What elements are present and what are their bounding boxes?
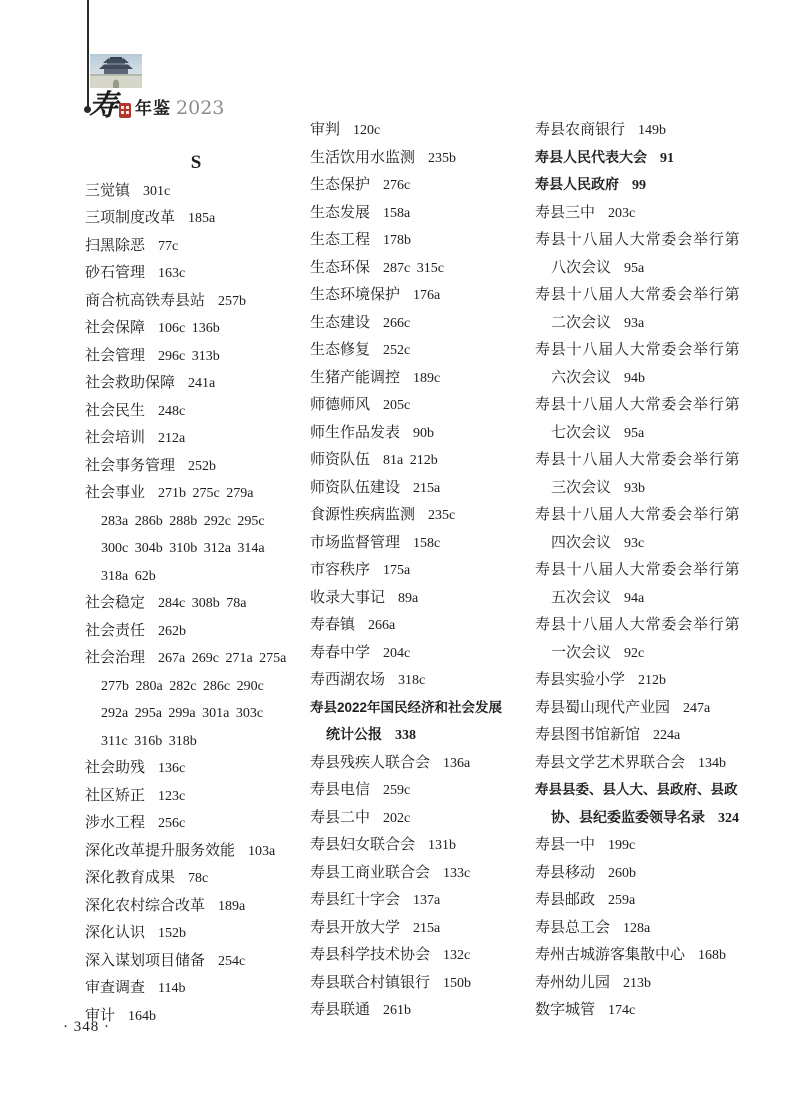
index-entry [310, 804, 532, 832]
entry-term: 三项制度改革 [85, 210, 176, 226]
entry-page-refs: 296c 313b [158, 348, 220, 364]
index-entry [85, 369, 307, 397]
entry-term: 社会救助保障 [85, 375, 176, 391]
index-entry [310, 199, 532, 227]
entry-page-refs: 133c [443, 865, 471, 881]
entry-term: 协、县纪委监委领导名录 [551, 808, 705, 825]
entry-term: 生态环保 [310, 259, 371, 276]
entry-page-refs: 287c 315c [383, 260, 444, 276]
entry-term: 生活饮用水监测 [310, 149, 416, 166]
index-column-2 [310, 116, 532, 1024]
entry-page-refs: 94b [624, 370, 646, 386]
entry-term: 寿县图书馆新馆 [535, 727, 641, 743]
entry-term: 社会责任 [85, 622, 146, 639]
entry-page-refs: 137a [413, 893, 441, 908]
index-entry [85, 204, 307, 232]
index-entry [85, 919, 307, 947]
entry-page-refs: 254c [218, 953, 246, 969]
index-entry [535, 529, 763, 557]
index-entry [85, 892, 307, 920]
entry-page-refs: 89a [398, 590, 419, 606]
entry-page-refs: 300c 304b 310b 312a 314a [101, 541, 265, 556]
index-entry [535, 776, 763, 804]
entry-term: 师生作品发表 [310, 424, 401, 441]
red-seal-icon [119, 103, 131, 118]
entry-term: 深化农村综合改革 [85, 897, 206, 914]
entry-term: 寿县妇女联合会 [310, 837, 416, 853]
entry-term: 社区矫正 [85, 787, 146, 804]
entry-term: 寿县蜀山现代产业园 [535, 699, 671, 716]
entry-page-refs: 311c 316b 318b [101, 733, 197, 749]
index-entry [310, 914, 532, 942]
entry-term: 寿县移动 [535, 864, 596, 881]
entry-page-refs: 241a [188, 376, 216, 391]
entry-term: 砂石管理 [85, 265, 146, 281]
entry-term: 寿县联合村镇银行 [310, 974, 431, 991]
index-column-3 [535, 116, 763, 1024]
entry-term: 寿县二中 [310, 809, 371, 826]
entry-page-refs: 91 [660, 150, 674, 166]
entry-page-refs: 213b [623, 975, 652, 991]
entry-term: 社会事务管理 [85, 457, 176, 474]
entry-page-refs: 247a [683, 700, 711, 716]
index-entry [310, 584, 532, 612]
entry-term: 生猪产能调控 [310, 369, 401, 386]
index-entry [535, 171, 763, 199]
entry-term: 社会事业 [85, 485, 146, 501]
index-entry [85, 974, 307, 1002]
index-entry [310, 639, 532, 667]
index-entry [85, 864, 307, 892]
index-entry [535, 584, 763, 612]
entry-page-refs: 77c [158, 238, 179, 254]
index-entry [85, 947, 307, 975]
entry-term: 寿县十八届人大常委会举行第 [535, 397, 741, 413]
entry-page-refs: 189a [218, 898, 246, 914]
entry-term: 寿县红十字会 [310, 892, 401, 908]
index-entry [310, 446, 532, 474]
index-entry [310, 171, 532, 199]
index-entry [85, 177, 307, 205]
city-gate-image [90, 54, 142, 88]
entry-term: 社会治理 [85, 650, 146, 666]
entry-term: 寿州幼儿园 [535, 974, 611, 991]
entry-term: 寿县十八届人大常委会举行第 [535, 232, 741, 248]
entry-term: 商合杭高铁寿县站 [85, 292, 206, 309]
entry-page-refs: 114b [158, 981, 186, 996]
entry-page-refs: 158a [383, 205, 411, 221]
index-entry [310, 254, 532, 282]
entry-term: 四次会议 [551, 534, 612, 551]
entry-page-refs: 224a [653, 728, 681, 743]
index-entry [85, 259, 307, 287]
entry-term: 八次会议 [551, 259, 612, 276]
index-entry [310, 721, 532, 749]
index-entry [310, 144, 532, 172]
entry-page-refs: 271b 275c 279a [158, 486, 254, 501]
entry-term: 一次会议 [551, 644, 612, 661]
entry-term: 市场监督管理 [310, 534, 401, 551]
entry-term: 师资队伍建设 [310, 479, 401, 496]
index-entry [535, 666, 763, 694]
index-entry [535, 694, 763, 722]
entry-term: 社会助残 [85, 760, 146, 776]
index-entry [310, 281, 532, 309]
index-entry [85, 589, 307, 617]
index-entry [535, 941, 763, 969]
entry-term: 社会保障 [85, 320, 146, 336]
entry-term: 社会培训 [85, 430, 146, 446]
entry-page-refs: 178b [383, 233, 412, 248]
index-entry [535, 254, 763, 282]
index-entry [535, 886, 763, 914]
entry-term: 寿西湖农场 [310, 672, 386, 688]
index-entry [310, 694, 532, 722]
entry-page-refs: 106c 136b [158, 321, 220, 336]
index-entry [85, 232, 307, 260]
index-entry [535, 556, 763, 584]
entry-term: 社会民生 [85, 402, 146, 419]
index-entry [310, 859, 532, 887]
index-entry [310, 529, 532, 557]
index-entry [310, 391, 532, 419]
index-entry [535, 969, 763, 997]
entry-term: 寿春中学 [310, 644, 371, 661]
index-entry [85, 727, 307, 755]
index-entry [535, 336, 763, 364]
entry-term: 寿县邮政 [535, 892, 596, 908]
city-gate-illustration [90, 54, 142, 88]
index-entry [535, 721, 763, 749]
entry-page-refs: 95a [624, 260, 645, 276]
shou-calligraphy: 寿 [89, 88, 119, 122]
index-entry [310, 419, 532, 447]
entry-page-refs: 276c [383, 178, 411, 193]
index-entry [85, 782, 307, 810]
entry-term: 师德师风 [310, 397, 371, 413]
index-entry [535, 831, 763, 859]
index-entry [310, 364, 532, 392]
entry-page-refs: 128a [623, 920, 651, 936]
entry-page-refs: 99 [632, 178, 646, 193]
entry-page-refs: 123c [158, 788, 186, 804]
entry-page-refs: 260b [608, 865, 637, 881]
entry-page-refs: 164b [128, 1008, 157, 1024]
entry-page-refs: 131b [428, 838, 457, 853]
entry-term: 收录大事记 [310, 589, 386, 606]
entry-page-refs: 204c [383, 645, 411, 661]
entry-term: 三觉镇 [85, 182, 131, 199]
index-entry [310, 116, 532, 144]
entry-term: 七次会议 [551, 424, 612, 441]
entry-page-refs: 261b [383, 1003, 412, 1018]
yearbook-logo [89, 86, 224, 120]
entry-term: 市容秩序 [310, 562, 371, 578]
entry-term: 寿县十八届人大常委会举行第 [535, 452, 741, 468]
index-entry [310, 776, 532, 804]
entry-term: 生态发展 [310, 204, 371, 221]
entry-term: 审查调查 [85, 980, 146, 996]
entry-term: 寿县一中 [535, 837, 596, 853]
index-entry [85, 837, 307, 865]
entry-term: 寿县农商银行 [535, 122, 626, 138]
entry-page-refs: 81a 212b [383, 453, 438, 468]
entry-term: 寿县开放大学 [310, 919, 401, 936]
index-entry [535, 116, 763, 144]
entry-term: 寿县联通 [310, 1002, 371, 1018]
index-entry [310, 474, 532, 502]
entry-term: 寿县实验小学 [535, 672, 626, 688]
index-entry [85, 534, 307, 562]
entry-term: 审计 [85, 1007, 116, 1024]
entry-term: 寿县工商业联合会 [310, 864, 431, 881]
index-entry [310, 226, 532, 254]
entry-page-refs: 259a [608, 893, 636, 908]
entry-term: 深化教育成果 [85, 870, 176, 886]
entry-page-refs: 150b [443, 975, 472, 991]
index-entry [535, 749, 763, 777]
entry-page-refs: 277b 280a 282c 286c 290c [101, 678, 264, 694]
index-entry [310, 969, 532, 997]
entry-page-refs: 185a [188, 211, 216, 226]
entry-page-refs: 152b [158, 926, 187, 941]
index-entry [310, 831, 532, 859]
index-entry [535, 199, 763, 227]
index-entry [310, 666, 532, 694]
entry-page-refs: 256c [158, 816, 186, 831]
entry-page-refs: 212a [158, 431, 186, 446]
yearbook-year: 2023 [176, 97, 225, 119]
entry-term: 深入谋划项目储备 [85, 952, 206, 969]
entry-term: 寿县人民政府 [535, 176, 619, 192]
yearbook-title: 年鉴 [135, 99, 172, 118]
entry-page-refs: 235b [428, 150, 457, 166]
entry-page-refs: 324 [718, 810, 739, 826]
entry-term: 审判 [310, 122, 341, 138]
index-entry [310, 749, 532, 777]
entry-page-refs: 132c [443, 948, 471, 963]
entry-page-refs: 92c [624, 645, 645, 661]
entry-page-refs: 248c [158, 403, 186, 419]
index-entry [85, 1002, 307, 1030]
index-entry [310, 309, 532, 337]
index-entry [535, 446, 763, 474]
index-entry [535, 859, 763, 887]
entry-page-refs: 252c [383, 343, 411, 358]
entry-page-refs: 120c [353, 123, 381, 138]
entry-term: 师资队伍 [310, 452, 371, 468]
entry-page-refs: 262b [158, 623, 187, 639]
entry-term: 生态工程 [310, 232, 371, 248]
entry-page-refs: 212b [638, 673, 667, 688]
entry-page-refs: 202c [383, 810, 411, 826]
index-entry [85, 672, 307, 700]
index-entry [310, 996, 532, 1024]
index-entry [85, 424, 307, 452]
entry-term: 生态环境保护 [310, 287, 401, 303]
index-entry [85, 287, 307, 315]
entry-page-refs: 158c [413, 535, 441, 551]
entry-page-refs: 203c [608, 205, 636, 221]
index-entry [535, 281, 763, 309]
index-entry [535, 639, 763, 667]
entry-page-refs: 93c [624, 535, 645, 551]
entry-term: 深化认识 [85, 925, 146, 941]
entry-page-refs: 176a [413, 288, 441, 303]
index-entry [310, 941, 532, 969]
entry-term: 统计公报 [326, 726, 382, 742]
entry-page-refs: 318a 62b [101, 568, 156, 584]
entry-page-refs: 215a [413, 480, 441, 496]
index-entry [535, 364, 763, 392]
section-letter: S [190, 152, 202, 173]
entry-page-refs: 94a [624, 590, 645, 606]
index-entry [85, 699, 307, 727]
entry-term: 社会稳定 [85, 595, 146, 611]
index-entry [85, 562, 307, 590]
entry-page-refs: 90b [413, 425, 435, 441]
index-entry [85, 397, 307, 425]
index-entry [535, 474, 763, 502]
entry-page-refs: 149b [638, 123, 667, 138]
entry-page-refs: 93b [624, 480, 646, 496]
entry-page-refs: 318c [398, 673, 426, 688]
entry-term: 寿县残疾人联合会 [310, 754, 431, 771]
entry-page-refs: 284c 308b 78a [158, 596, 247, 611]
entry-term: 五次会议 [551, 589, 612, 606]
entry-page-refs: 199c [608, 838, 636, 853]
index-entry [85, 644, 307, 672]
entry-term: 寿县文学艺术界联合会 [535, 754, 686, 771]
index-entry [535, 226, 763, 254]
entry-page-refs: 78c [188, 871, 209, 886]
entry-page-refs: 235c [428, 508, 456, 523]
entry-page-refs: 267a 269c 271a 275a [158, 651, 287, 666]
index-entry [310, 336, 532, 364]
page-number: · 348 · [63, 1019, 110, 1035]
entry-page-refs: 136a [443, 755, 471, 771]
index-entry [85, 617, 307, 645]
entry-term: 六次会议 [551, 369, 612, 386]
entry-page-refs: 95a [624, 425, 645, 441]
entry-term: 涉水工程 [85, 815, 146, 831]
index-entry [535, 419, 763, 447]
index-entry [535, 611, 763, 639]
entry-page-refs: 266c [383, 315, 411, 331]
index-entry [85, 479, 307, 507]
index-entry [85, 342, 307, 370]
index-entry [85, 809, 307, 837]
entry-term: 寿县十八届人大常委会举行第 [535, 287, 741, 303]
entry-page-refs: 259c [383, 783, 411, 798]
index-entry [535, 144, 763, 172]
index-entry [535, 309, 763, 337]
entry-page-refs: 301c [143, 183, 171, 199]
entry-page-refs: 257b [218, 293, 247, 309]
entry-page-refs: 292a 295a 299a 301a 303c [101, 706, 264, 721]
index-column-1 [85, 149, 307, 1029]
entry-term: 社会管理 [85, 347, 146, 364]
entry-term: 食源性疾病监测 [310, 507, 416, 523]
entry-page-refs: 93a [624, 315, 645, 331]
entry-term: 生态修复 [310, 342, 371, 358]
index-entry [85, 507, 307, 535]
index-entry [310, 501, 532, 529]
index-entry [85, 314, 307, 342]
index-entry [85, 754, 307, 782]
entry-page-refs: 338 [395, 728, 416, 743]
entry-term: 寿县十八届人大常委会举行第 [535, 562, 741, 578]
entry-term: 扫黑除恶 [85, 237, 146, 254]
entry-page-refs: 215a [413, 920, 441, 936]
entry-term: 寿县十八届人大常委会举行第 [535, 342, 741, 358]
index-entry [535, 914, 763, 942]
entry-term: 寿春镇 [310, 617, 356, 633]
index-entry [310, 886, 532, 914]
index-entry [310, 556, 532, 584]
entry-term: 深化改革提升服务效能 [85, 842, 236, 859]
entry-term: 数字城管 [535, 1002, 596, 1018]
entry-page-refs: 189c [413, 370, 441, 386]
entry-term: 寿县科学技术协会 [310, 947, 431, 963]
entry-term: 寿县县委、县人大、县政府、县政 [535, 782, 738, 797]
entry-term: 寿县总工会 [535, 919, 611, 936]
index-entry [535, 996, 763, 1024]
entry-page-refs: 283a 286b 288b 292c 295c [101, 513, 265, 529]
entry-page-refs: 266a [368, 618, 396, 633]
entry-term: 寿县电信 [310, 782, 371, 798]
entry-term: 寿县十八届人大常委会举行第 [535, 507, 741, 523]
entry-term: 生态保护 [310, 177, 371, 193]
entry-page-refs: 103a [248, 843, 276, 859]
index-entry [310, 611, 532, 639]
entry-term: 寿州古城游客集散中心 [535, 947, 686, 963]
entry-page-refs: 134b [698, 755, 727, 771]
index-entry [535, 391, 763, 419]
entry-page-refs: 174c [608, 1003, 636, 1018]
entry-page-refs: 163c [158, 266, 186, 281]
entry-page-refs: 168b [698, 948, 727, 963]
entry-page-refs: 136c [158, 761, 186, 776]
entry-page-refs: 205c [383, 398, 411, 413]
entry-term: 二次会议 [551, 314, 612, 331]
entry-term: 生态建设 [310, 314, 371, 331]
entry-term: 寿县十八届人大常委会举行第 [535, 617, 741, 633]
entry-page-refs: 175a [383, 563, 411, 578]
index-entry [535, 501, 763, 529]
entry-term: 寿县2022年国民经济和社会发展 [310, 699, 503, 715]
entry-term: 三次会议 [551, 479, 612, 496]
entry-page-refs: 252b [188, 458, 217, 474]
entry-term: 寿县三中 [535, 204, 596, 221]
entry-term: 寿县人民代表大会 [535, 148, 647, 165]
index-entry [85, 452, 307, 480]
index-entry [535, 804, 763, 832]
